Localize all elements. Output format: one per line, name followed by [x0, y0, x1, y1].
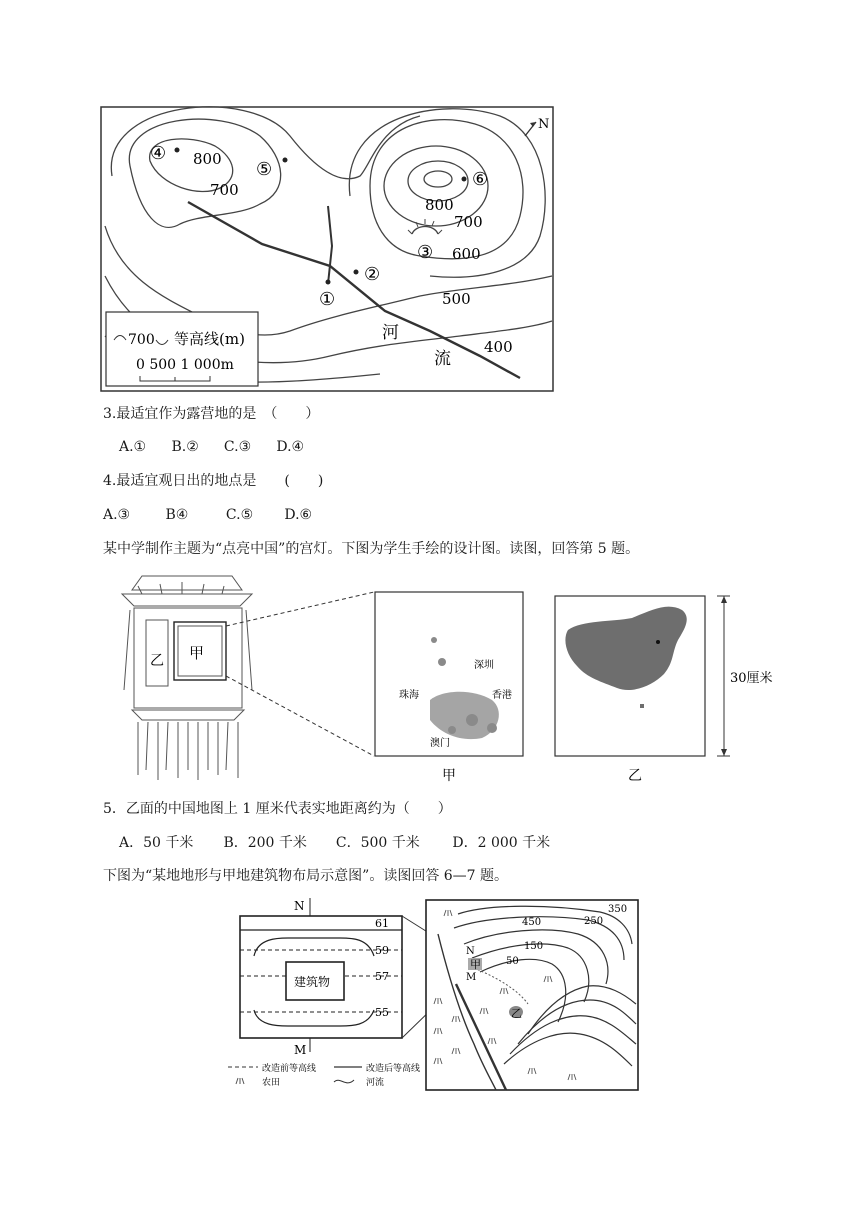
question-4-stem: 4.最适宜观日出的地点是 ( )	[103, 473, 324, 489]
q3-option-d[interactable]: D.④	[276, 439, 305, 455]
contour-800-east: 800	[425, 196, 454, 214]
q3-option-c[interactable]: C.③	[223, 439, 252, 455]
lantern-face-jia: 甲	[189, 644, 205, 662]
map-zhuhai: 珠海	[399, 690, 419, 701]
contour-59: 59	[375, 944, 389, 957]
legend-river: 河流	[366, 1078, 385, 1088]
point-2: ②	[364, 264, 381, 285]
contour-450: 450	[522, 917, 542, 928]
contour-700-west: 700	[210, 181, 239, 199]
question-6-7-intro: 下图为“某地地形与甲地建筑物布局示意图”。读图回答 6—7 题。	[103, 868, 509, 884]
north-label: N	[538, 117, 550, 132]
legend-contour-label: 等高线(m)	[174, 330, 245, 348]
q5-option-b[interactable]: B．200 千米	[223, 835, 307, 851]
map-hongkong: 香港	[492, 690, 512, 701]
legend-contour-sample: 700	[128, 332, 155, 348]
q3-option-b[interactable]: B.②	[171, 439, 199, 455]
contour-250: 250	[584, 916, 604, 927]
terrain-yi: 乙	[511, 1007, 522, 1020]
question-3-stem: 3.最适宜作为露营地的是 （ ）	[103, 406, 320, 422]
contour-55: 55	[375, 1006, 389, 1019]
map-yi-caption: 乙	[628, 768, 642, 784]
legend-after: 改造后等高线	[366, 1064, 421, 1074]
lantern-face-yi: 乙	[150, 653, 164, 669]
legend-farmland: 农田	[262, 1078, 281, 1088]
point-5: ⑤	[256, 159, 273, 180]
river-label-2: 流	[434, 349, 451, 369]
contour-50: 50	[506, 956, 519, 967]
question-5-stem: 5．乙面的中国地图上 1 厘米代表实地距离约为（ ）	[103, 801, 452, 817]
map-yi-height: 30厘米	[730, 671, 773, 686]
point-6: ⑥	[472, 169, 489, 190]
contour-350: 350	[608, 904, 628, 915]
q4-option-d[interactable]: D.⑥	[284, 507, 313, 523]
contour-700-east: 700	[454, 213, 483, 231]
terrain-jia: 甲	[470, 958, 481, 971]
map-shenzhen: 深圳	[474, 660, 494, 671]
question-5-intro: 某中学制作主题为“点亮中国”的宫灯。下图为学生手绘的设计图。读图，回答第 5 题。	[103, 541, 640, 557]
contour-500: 500	[442, 290, 471, 308]
lantern-figure	[112, 570, 792, 790]
map-jia-caption: 甲	[442, 768, 456, 784]
left-south: M	[294, 1043, 307, 1057]
contour-150: 150	[524, 941, 544, 952]
contour-57: 57	[375, 970, 389, 983]
left-north: N	[294, 899, 305, 913]
contour-61: 61	[375, 917, 389, 930]
contour-600: 600	[452, 245, 481, 263]
q5-option-d[interactable]: D．2 000 千米	[452, 835, 551, 851]
building-label: 建筑物	[294, 975, 331, 989]
point-1: ①	[319, 289, 336, 310]
contour-400: 400	[484, 338, 513, 356]
point-3: ③	[417, 242, 434, 263]
q4-option-b[interactable]: B④	[165, 507, 189, 523]
contour-800-west: 800	[193, 150, 222, 168]
question-4-options	[103, 506, 312, 524]
q4-option-c[interactable]: C.⑤	[225, 507, 254, 523]
point-4: ④	[150, 143, 167, 164]
question-5-options	[119, 834, 550, 852]
terrain-south: M	[466, 972, 477, 983]
q3-option-a[interactable]: A.①	[119, 439, 147, 455]
map-macau: 澳门	[430, 738, 450, 749]
river-label-1: 河	[382, 323, 399, 343]
contour-map-figure	[100, 106, 554, 392]
q5-option-c[interactable]: C．500 千米	[335, 835, 420, 851]
q4-option-a[interactable]: A.③	[103, 507, 131, 523]
legend-scale: 0 500 1 000m	[136, 357, 234, 373]
q5-option-a[interactable]: A．50 千米	[119, 835, 194, 851]
terrain-north: N	[466, 946, 475, 957]
legend-before: 改造前等高线	[262, 1064, 317, 1074]
terrain-building-figure	[228, 894, 640, 1092]
question-3-options	[119, 438, 304, 456]
